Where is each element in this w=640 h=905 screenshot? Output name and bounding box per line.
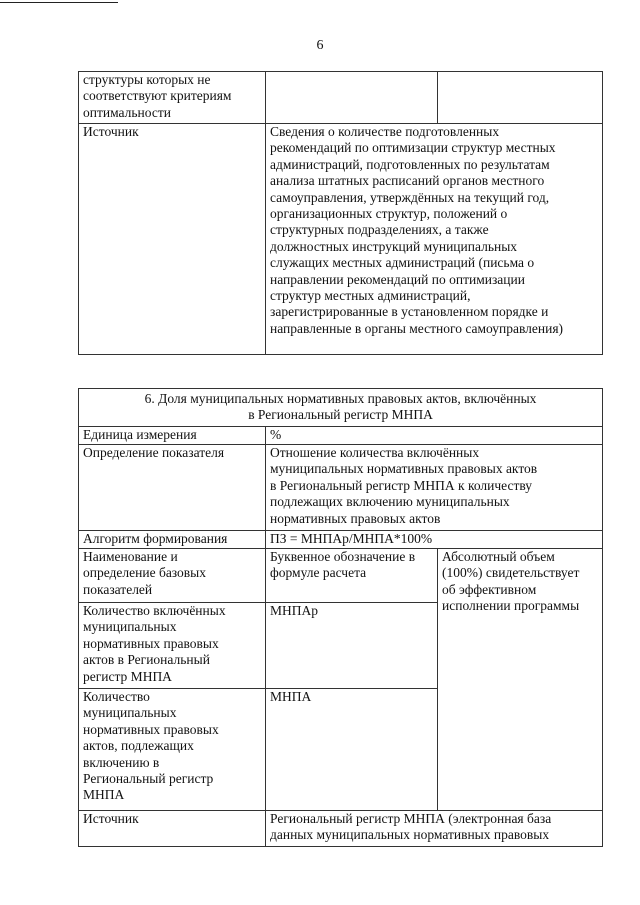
top-rule — [0, 2, 118, 3]
table-row — [79, 124, 603, 355]
table-row — [79, 445, 603, 531]
indicator-included-count: Количество включённых муниципальных нормативных правовых актов в Региональный регистр МНПА — [79, 603, 266, 689]
unit-label: Единица измерения — [79, 427, 266, 445]
source-label: Источник — [79, 124, 266, 355]
empty-cell — [438, 72, 603, 124]
program-note: Абсолютный объем (100%) свидетельствует об эффективном исполнении программы — [438, 549, 603, 811]
symbol-header: Буквенное обозначение в формуле расчета — [266, 549, 438, 603]
base-indicators-header: Наименование и определение базовых показателей — [79, 549, 266, 603]
table-row — [79, 549, 603, 603]
algorithm-formula: ПЗ = МНПАр/МНПА*100% — [266, 531, 603, 549]
indicator-table-6 — [78, 388, 603, 847]
continued-row-label: структуры которых не соответствуют критериям оптимальности — [79, 72, 266, 124]
definition-label: Определение показателя — [79, 445, 266, 531]
empty-cell — [266, 72, 438, 124]
source-text: Региональный регистр МНПА (электронная база данных муниципальных нормативных правовых — [266, 811, 603, 847]
source-text: Сведения о количестве подготовленных рекомендаций по оптимизации структур местных администраций, подготовленных по результатам анализа штатных расписаний органов местного самоуправления, утверждённых на текущий год, организационных структур, положений о структурных подразделениях, а также должностных инструкций муниципальных служащих местных администраций (письма о направлении рекомендаций по оптимизации структур местных администраций, зарегистрированные в установленном порядке и направленные в органы местного самоуправления) — [266, 124, 603, 355]
table-row — [79, 427, 603, 445]
unit-value: % — [266, 427, 603, 445]
table-row — [79, 72, 603, 124]
indicator-required-count: Количество муниципальных нормативных правовых актов, подлежащих включению в Региональный регистр МНПА — [79, 689, 266, 811]
indicator-required-symbol: МНПА — [266, 689, 438, 811]
indicator-included-symbol: МНПАр — [266, 603, 438, 689]
table-row — [79, 811, 603, 847]
definition-text: Отношение количества включённых муниципальных нормативных правовых актов в Региональный регистр МНПА к количеству подлежащих включению муниципальных нормативных правовых актов — [266, 445, 603, 531]
page-number: 6 — [316, 38, 324, 53]
algorithm-label: Алгоритм формирования — [79, 531, 266, 549]
source-label: Источник — [79, 811, 266, 847]
table-row — [79, 389, 603, 427]
table-row — [79, 531, 603, 549]
indicator-table-continued — [78, 71, 603, 355]
indicator-title: 6. Доля муниципальных нормативных правовых актов, включённых в Региональный регистр МНПА — [79, 389, 603, 427]
